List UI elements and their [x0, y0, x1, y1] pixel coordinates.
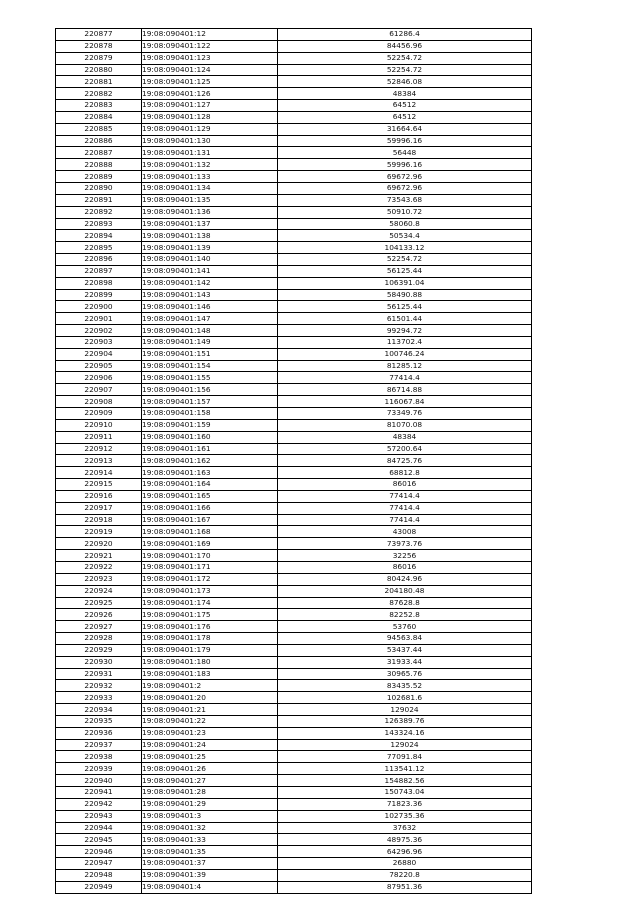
row-id-cell: 220917: [56, 502, 142, 514]
table-row: [56, 277, 532, 289]
amount-cell: 77414.4: [278, 502, 532, 514]
table-row: [56, 88, 532, 100]
table-row: [56, 798, 532, 810]
table-row: [56, 289, 532, 301]
amount-cell: 84456.96: [278, 40, 532, 52]
table-row: [56, 467, 532, 479]
table-row: [56, 621, 532, 633]
cadastral-number-cell: 19:08:090401:122: [142, 40, 278, 52]
row-id-cell: 220895: [56, 242, 142, 254]
row-id-cell: 220881: [56, 76, 142, 88]
cadastral-number-cell: 19:08:090401:169: [142, 538, 278, 550]
cadastral-number-cell: 19:08:090401:23: [142, 727, 278, 739]
table-row: [56, 111, 532, 123]
row-id-cell: 220915: [56, 479, 142, 491]
row-id-cell: 220945: [56, 834, 142, 846]
cadastral-number-cell: 19:08:090401:161: [142, 443, 278, 455]
amount-cell: 50534.4: [278, 230, 532, 242]
amount-cell: 94563.84: [278, 633, 532, 645]
amount-cell: 86016: [278, 561, 532, 573]
cadastral-number-cell: 19:08:090401:165: [142, 490, 278, 502]
amount-cell: 73349.76: [278, 408, 532, 420]
table-row: [56, 668, 532, 680]
row-id-cell: 220902: [56, 325, 142, 337]
row-id-cell: 220944: [56, 822, 142, 834]
cadastral-number-cell: 19:08:090401:29: [142, 798, 278, 810]
table-row: [56, 384, 532, 396]
amount-cell: 69672.96: [278, 171, 532, 183]
cadastral-number-cell: 19:08:090401:128: [142, 111, 278, 123]
row-id-cell: 220949: [56, 881, 142, 893]
table-row: [56, 206, 532, 218]
cadastral-number-cell: 19:08:090401:37: [142, 858, 278, 870]
row-id-cell: 220888: [56, 159, 142, 171]
row-id-cell: 220893: [56, 218, 142, 230]
cadastral-number-cell: 19:08:090401:167: [142, 514, 278, 526]
row-id-cell: 220897: [56, 265, 142, 277]
amount-cell: 86714.88: [278, 384, 532, 396]
amount-cell: 150743.04: [278, 787, 532, 799]
table-row: [56, 656, 532, 668]
table-row: [56, 858, 532, 870]
amount-cell: 56448: [278, 147, 532, 159]
cadastral-number-cell: 19:08:090401:32: [142, 822, 278, 834]
table-row: [56, 171, 532, 183]
table-row: [56, 573, 532, 585]
row-id-cell: 220913: [56, 455, 142, 467]
amount-cell: 64296.96: [278, 846, 532, 858]
amount-cell: 57200.64: [278, 443, 532, 455]
amount-cell: 154882.56: [278, 775, 532, 787]
cadastral-number-cell: 19:08:090401:147: [142, 313, 278, 325]
table-row: [56, 64, 532, 76]
cadastral-number-cell: 19:08:090401:25: [142, 751, 278, 763]
amount-cell: 71823.36: [278, 798, 532, 810]
amount-cell: 113702.4: [278, 336, 532, 348]
row-id-cell: 220936: [56, 727, 142, 739]
amount-cell: 81070.08: [278, 419, 532, 431]
table-row: [56, 455, 532, 467]
row-id-cell: 220920: [56, 538, 142, 550]
row-id-cell: 220931: [56, 668, 142, 680]
cadastral-number-cell: 19:08:090401:175: [142, 609, 278, 621]
row-id-cell: 220908: [56, 396, 142, 408]
row-id-cell: 220910: [56, 419, 142, 431]
table-row: [56, 230, 532, 242]
table-row: [56, 585, 532, 597]
cadastral-number-cell: 19:08:090401:132: [142, 159, 278, 171]
cadastral-number-cell: 19:08:090401:20: [142, 692, 278, 704]
cadastral-number-cell: 19:08:090401:141: [142, 265, 278, 277]
table-row: [56, 408, 532, 420]
amount-cell: 78220.8: [278, 869, 532, 881]
amount-cell: 61501.44: [278, 313, 532, 325]
row-id-cell: 220916: [56, 490, 142, 502]
row-id-cell: 220925: [56, 597, 142, 609]
row-id-cell: 220943: [56, 810, 142, 822]
row-id-cell: 220946: [56, 846, 142, 858]
cadastral-number-cell: 19:08:090401:27: [142, 775, 278, 787]
table-row: [56, 787, 532, 799]
cadastral-number-cell: 19:08:090401:3: [142, 810, 278, 822]
cadastral-number-cell: 19:08:090401:180: [142, 656, 278, 668]
row-id-cell: 220880: [56, 64, 142, 76]
amount-cell: 48384: [278, 88, 532, 100]
amount-cell: 73543.68: [278, 194, 532, 206]
cadastral-number-cell: 19:08:090401:142: [142, 277, 278, 289]
amount-cell: 52254.72: [278, 52, 532, 64]
cadastral-number-cell: 19:08:090401:26: [142, 763, 278, 775]
table-row: [56, 846, 532, 858]
table-row: [56, 514, 532, 526]
amount-cell: 113541.12: [278, 763, 532, 775]
table-row: [56, 633, 532, 645]
cadastral-number-cell: 19:08:090401:137: [142, 218, 278, 230]
row-id-cell: 220890: [56, 182, 142, 194]
cadastral-number-cell: 19:08:090401:163: [142, 467, 278, 479]
amount-cell: 58490.88: [278, 289, 532, 301]
row-id-cell: 220877: [56, 29, 142, 41]
table-row: [56, 739, 532, 751]
row-id-cell: 220896: [56, 254, 142, 266]
amount-cell: 83435.52: [278, 680, 532, 692]
table-row: [56, 869, 532, 881]
cadastral-number-cell: 19:08:090401:155: [142, 372, 278, 384]
row-id-cell: 220942: [56, 798, 142, 810]
table-row: [56, 490, 532, 502]
row-id-cell: 220939: [56, 763, 142, 775]
table-row: [56, 479, 532, 491]
cadastral-number-cell: 19:08:090401:127: [142, 100, 278, 112]
cadastral-number-cell: 19:08:090401:138: [142, 230, 278, 242]
table-row: [56, 218, 532, 230]
cadastral-number-cell: 19:08:090401:35: [142, 846, 278, 858]
cadastral-number-cell: 19:08:090401:39: [142, 869, 278, 881]
table-row: [56, 325, 532, 337]
amount-cell: 81285.12: [278, 360, 532, 372]
row-id-cell: 220906: [56, 372, 142, 384]
amount-cell: 204180.48: [278, 585, 532, 597]
row-id-cell: 220907: [56, 384, 142, 396]
row-id-cell: 220891: [56, 194, 142, 206]
amount-cell: 48975.36: [278, 834, 532, 846]
row-id-cell: 220899: [56, 289, 142, 301]
cadastral-number-cell: 19:08:090401:21: [142, 704, 278, 716]
table-row: [56, 194, 532, 206]
table-row: [56, 360, 532, 372]
amount-cell: 84725.76: [278, 455, 532, 467]
cadastral-number-cell: 19:08:090401:24: [142, 739, 278, 751]
row-id-cell: 220889: [56, 171, 142, 183]
row-id-cell: 220892: [56, 206, 142, 218]
amount-cell: 56125.44: [278, 265, 532, 277]
cadastral-number-cell: 19:08:090401:157: [142, 396, 278, 408]
cadastral-number-cell: 19:08:090401:170: [142, 550, 278, 562]
cadastral-number-cell: 19:08:090401:130: [142, 135, 278, 147]
cadastral-number-cell: 19:08:090401:154: [142, 360, 278, 372]
amount-cell: 102681.6: [278, 692, 532, 704]
row-id-cell: 220924: [56, 585, 142, 597]
table-row: [56, 123, 532, 135]
table-row: [56, 550, 532, 562]
cadastral-number-cell: 19:08:090401:125: [142, 76, 278, 88]
table-row: [56, 40, 532, 52]
row-id-cell: 220878: [56, 40, 142, 52]
cadastral-number-cell: 19:08:090401:140: [142, 254, 278, 266]
row-id-cell: 220934: [56, 704, 142, 716]
cadastral-number-cell: 19:08:090401:164: [142, 479, 278, 491]
amount-cell: 129024: [278, 704, 532, 716]
amount-cell: 126389.76: [278, 715, 532, 727]
table-row: [56, 526, 532, 538]
table-row: [56, 644, 532, 656]
cadastral-number-cell: 19:08:090401:178: [142, 633, 278, 645]
table-row: [56, 715, 532, 727]
amount-cell: 77414.4: [278, 372, 532, 384]
table-row: [56, 502, 532, 514]
amount-cell: 58060.8: [278, 218, 532, 230]
amount-cell: 43008: [278, 526, 532, 538]
amount-cell: 50910.72: [278, 206, 532, 218]
table-row: [56, 609, 532, 621]
table-row: [56, 561, 532, 573]
table-row: [56, 135, 532, 147]
amount-cell: 104133.12: [278, 242, 532, 254]
cadastral-number-cell: 19:08:090401:148: [142, 325, 278, 337]
row-id-cell: 220904: [56, 348, 142, 360]
amount-cell: 61286.4: [278, 29, 532, 41]
cadastral-number-cell: 19:08:090401:158: [142, 408, 278, 420]
row-id-cell: 220901: [56, 313, 142, 325]
row-id-cell: 220929: [56, 644, 142, 656]
table-row: [56, 76, 532, 88]
cadastral-number-cell: 19:08:090401:135: [142, 194, 278, 206]
amount-cell: 53437.44: [278, 644, 532, 656]
row-id-cell: 220894: [56, 230, 142, 242]
amount-cell: 82252.8: [278, 609, 532, 621]
cadastral-number-cell: 19:08:090401:166: [142, 502, 278, 514]
table-row: [56, 100, 532, 112]
table-body: [56, 29, 532, 894]
table-row: [56, 182, 532, 194]
amount-cell: 64512: [278, 111, 532, 123]
table-row: [56, 443, 532, 455]
table-row: [56, 431, 532, 443]
cadastral-number-cell: 19:08:090401:126: [142, 88, 278, 100]
row-id-cell: 220941: [56, 787, 142, 799]
amount-cell: 87628.8: [278, 597, 532, 609]
table-row: [56, 265, 532, 277]
cadastral-number-cell: 19:08:090401:133: [142, 171, 278, 183]
row-id-cell: 220905: [56, 360, 142, 372]
table-row: [56, 301, 532, 313]
row-id-cell: 220935: [56, 715, 142, 727]
amount-cell: 56125.44: [278, 301, 532, 313]
table-row: [56, 810, 532, 822]
amount-cell: 116067.84: [278, 396, 532, 408]
table-row: [56, 147, 532, 159]
cadastral-number-cell: 19:08:090401:131: [142, 147, 278, 159]
cadastral-number-cell: 19:08:090401:176: [142, 621, 278, 633]
row-id-cell: 220882: [56, 88, 142, 100]
table-row: [56, 881, 532, 893]
row-id-cell: 220930: [56, 656, 142, 668]
amount-cell: 30965.76: [278, 668, 532, 680]
table-row: [56, 419, 532, 431]
cadastral-number-cell: 19:08:090401:12: [142, 29, 278, 41]
row-id-cell: 220926: [56, 609, 142, 621]
row-id-cell: 220947: [56, 858, 142, 870]
cadastral-number-cell: 19:08:090401:156: [142, 384, 278, 396]
amount-cell: 53760: [278, 621, 532, 633]
cadastral-number-cell: 19:08:090401:183: [142, 668, 278, 680]
row-id-cell: 220933: [56, 692, 142, 704]
row-id-cell: 220938: [56, 751, 142, 763]
table-row: [56, 313, 532, 325]
amount-cell: 77414.4: [278, 490, 532, 502]
row-id-cell: 220898: [56, 277, 142, 289]
row-id-cell: 220927: [56, 621, 142, 633]
cadastral-number-cell: 19:08:090401:139: [142, 242, 278, 254]
table-row: [56, 254, 532, 266]
row-id-cell: 220884: [56, 111, 142, 123]
cadastral-number-cell: 19:08:090401:129: [142, 123, 278, 135]
cadastral-number-cell: 19:08:090401:151: [142, 348, 278, 360]
table-row: [56, 396, 532, 408]
cadastral-number-cell: 19:08:090401:149: [142, 336, 278, 348]
amount-cell: 32256: [278, 550, 532, 562]
amount-cell: 64512: [278, 100, 532, 112]
cadastral-number-cell: 19:08:090401:173: [142, 585, 278, 597]
amount-cell: 99294.72: [278, 325, 532, 337]
row-id-cell: 220937: [56, 739, 142, 751]
amount-cell: 31664.64: [278, 123, 532, 135]
cadastral-number-cell: 19:08:090401:136: [142, 206, 278, 218]
amount-cell: 26880: [278, 858, 532, 870]
amount-cell: 52254.72: [278, 64, 532, 76]
amount-cell: 77414.4: [278, 514, 532, 526]
row-id-cell: 220919: [56, 526, 142, 538]
table-row: [56, 159, 532, 171]
data-table: [55, 28, 532, 894]
table-row: [56, 336, 532, 348]
amount-cell: 100746.24: [278, 348, 532, 360]
amount-cell: 59996.16: [278, 135, 532, 147]
row-id-cell: 220948: [56, 869, 142, 881]
cadastral-number-cell: 19:08:090401:124: [142, 64, 278, 76]
table-row: [56, 751, 532, 763]
row-id-cell: 220914: [56, 467, 142, 479]
amount-cell: 31933.44: [278, 656, 532, 668]
amount-cell: 86016: [278, 479, 532, 491]
table-row: [56, 822, 532, 834]
amount-cell: 77091.84: [278, 751, 532, 763]
amount-cell: 73973.76: [278, 538, 532, 550]
cadastral-number-cell: 19:08:090401:174: [142, 597, 278, 609]
amount-cell: 52254.72: [278, 254, 532, 266]
amount-cell: 129024: [278, 739, 532, 751]
amount-cell: 80424.96: [278, 573, 532, 585]
row-id-cell: 220922: [56, 561, 142, 573]
row-id-cell: 220923: [56, 573, 142, 585]
amount-cell: 52846.08: [278, 76, 532, 88]
row-id-cell: 220911: [56, 431, 142, 443]
row-id-cell: 220883: [56, 100, 142, 112]
cadastral-number-cell: 19:08:090401:33: [142, 834, 278, 846]
table-row: [56, 29, 532, 41]
cadastral-number-cell: 19:08:090401:171: [142, 561, 278, 573]
row-id-cell: 220918: [56, 514, 142, 526]
table-row: [56, 242, 532, 254]
table-row: [56, 763, 532, 775]
table-row: [56, 372, 532, 384]
cadastral-number-cell: 19:08:090401:159: [142, 419, 278, 431]
table-row: [56, 52, 532, 64]
row-id-cell: 220912: [56, 443, 142, 455]
row-id-cell: 220940: [56, 775, 142, 787]
cadastral-number-cell: 19:08:090401:143: [142, 289, 278, 301]
row-id-cell: 220909: [56, 408, 142, 420]
cadastral-number-cell: 19:08:090401:146: [142, 301, 278, 313]
table-row: [56, 348, 532, 360]
table-row: [56, 775, 532, 787]
amount-cell: 48384: [278, 431, 532, 443]
amount-cell: 37632: [278, 822, 532, 834]
cadastral-number-cell: 19:08:090401:22: [142, 715, 278, 727]
row-id-cell: 220887: [56, 147, 142, 159]
cadastral-number-cell: 19:08:090401:134: [142, 182, 278, 194]
cadastral-number-cell: 19:08:090401:160: [142, 431, 278, 443]
amount-cell: 102735.36: [278, 810, 532, 822]
cadastral-number-cell: 19:08:090401:28: [142, 787, 278, 799]
table-row: [56, 597, 532, 609]
row-id-cell: 220921: [56, 550, 142, 562]
row-id-cell: 220879: [56, 52, 142, 64]
row-id-cell: 220932: [56, 680, 142, 692]
amount-cell: 106391.04: [278, 277, 532, 289]
row-id-cell: 220903: [56, 336, 142, 348]
cadastral-number-cell: 19:08:090401:179: [142, 644, 278, 656]
amount-cell: 68812.8: [278, 467, 532, 479]
table-row: [56, 727, 532, 739]
row-id-cell: 220886: [56, 135, 142, 147]
cadastral-number-cell: 19:08:090401:4: [142, 881, 278, 893]
cadastral-number-cell: 19:08:090401:168: [142, 526, 278, 538]
table-row: [56, 834, 532, 846]
amount-cell: 69672.96: [278, 182, 532, 194]
row-id-cell: 220900: [56, 301, 142, 313]
amount-cell: 87951.36: [278, 881, 532, 893]
cadastral-number-cell: 19:08:090401:172: [142, 573, 278, 585]
cadastral-number-cell: 19:08:090401:123: [142, 52, 278, 64]
amount-cell: 143324.16: [278, 727, 532, 739]
row-id-cell: 220928: [56, 633, 142, 645]
cadastral-number-cell: 19:08:090401:2: [142, 680, 278, 692]
amount-cell: 59996.16: [278, 159, 532, 171]
row-id-cell: 220885: [56, 123, 142, 135]
table-row: [56, 704, 532, 716]
table-row: [56, 538, 532, 550]
table-row: [56, 680, 532, 692]
cadastral-number-cell: 19:08:090401:162: [142, 455, 278, 467]
table-row: [56, 692, 532, 704]
